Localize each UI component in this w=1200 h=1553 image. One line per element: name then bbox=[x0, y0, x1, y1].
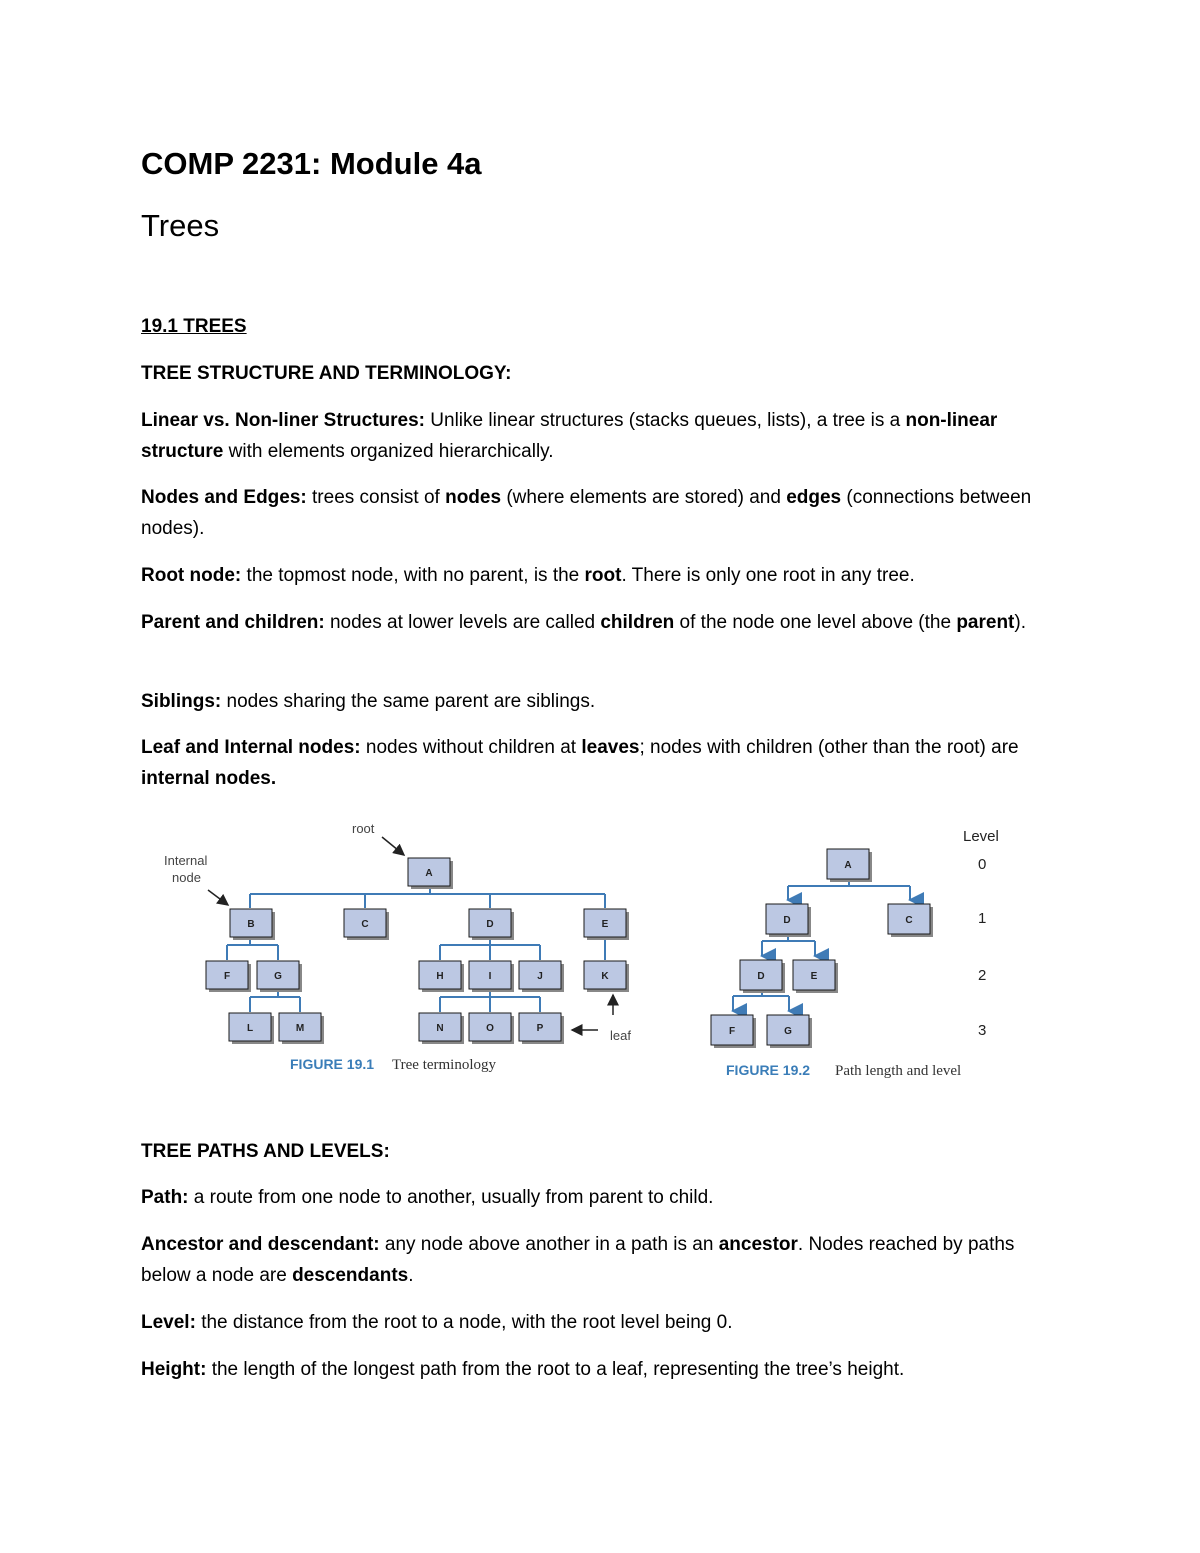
level-node-c bbox=[888, 904, 933, 937]
level-node-d2 bbox=[740, 960, 785, 993]
tree-node-p bbox=[519, 1013, 564, 1044]
term-label: Parent and children: bbox=[141, 612, 325, 633]
level-node-d1 bbox=[766, 904, 811, 937]
tree-node-o bbox=[469, 1013, 514, 1044]
svg-text:D: D bbox=[486, 919, 494, 930]
level-node-a bbox=[827, 849, 872, 882]
svg-text:O: O bbox=[486, 1023, 494, 1034]
svg-text:G: G bbox=[274, 971, 282, 982]
svg-text:C: C bbox=[905, 915, 913, 926]
tree-node-c bbox=[344, 909, 389, 940]
page-subtitle: Trees bbox=[141, 208, 220, 243]
para-ancestor-descendant: Ancestor and descendant: any node above another in a path is an ancestor. Nodes reached by paths below a node are descendants. bbox=[141, 1234, 1015, 1286]
tree-node-k bbox=[584, 961, 629, 992]
root-label: root bbox=[352, 821, 375, 836]
svg-text:D: D bbox=[757, 971, 765, 982]
term-label: Ancestor and descendant: bbox=[141, 1234, 380, 1255]
svg-text:L: L bbox=[246, 1023, 254, 1034]
svg-text:H: H bbox=[436, 971, 444, 982]
bold-keyword: nodes bbox=[445, 487, 502, 508]
term-label: Height: bbox=[141, 1359, 207, 1380]
figure-19-1 bbox=[150, 815, 670, 1085]
tree-node-f bbox=[206, 961, 251, 992]
level-node-g bbox=[767, 1015, 812, 1048]
tree-node-h bbox=[419, 961, 464, 992]
svg-text:K: K bbox=[601, 971, 609, 982]
bold-keyword: children bbox=[600, 612, 675, 633]
level-heading: Level bbox=[963, 828, 999, 845]
term-label: Leaf and Internal nodes: bbox=[141, 737, 361, 758]
tree-node-b bbox=[230, 909, 275, 940]
level-0: 0 bbox=[978, 856, 987, 873]
para-parent-children: Parent and children: nodes at lower levels are called children of the node one level above (the parent). bbox=[141, 612, 1026, 633]
svg-text:N: N bbox=[436, 1023, 444, 1034]
svg-text:F: F bbox=[223, 971, 231, 982]
term-label: Root node: bbox=[141, 565, 242, 586]
para-nodes-edges: Nodes and Edges: trees consist of nodes (where elements are stored) and edges (connections between nodes). bbox=[141, 487, 1032, 539]
internal-node-label-line2: node bbox=[172, 870, 201, 885]
bold-keyword: descendants bbox=[292, 1265, 409, 1286]
tree-node-g bbox=[257, 961, 302, 992]
para-leaf-internal: Leaf and Internal nodes: nodes without children at leaves; nodes with children (other than the root) are internal nodes. bbox=[141, 737, 1019, 789]
para-linear: Linear vs. Non-liner Structures: Unlike linear structures (stacks queues, lists), a tree is a non-linear structure with elements organized hierarchically. bbox=[141, 410, 998, 462]
tree-node-i bbox=[469, 961, 514, 992]
tree-node-m bbox=[279, 1013, 324, 1044]
tree-node-l bbox=[229, 1013, 274, 1044]
figure-19-2 bbox=[700, 820, 1020, 1090]
subheading-terminology: TREE STRUCTURE AND TERMINOLOGY: bbox=[141, 363, 512, 384]
figure-1-caption-text: Tree terminology bbox=[392, 1057, 497, 1073]
bold-keyword: edges bbox=[786, 487, 842, 508]
tree-node-a bbox=[408, 858, 453, 889]
svg-text:G: G bbox=[784, 1026, 792, 1037]
term-label: Path: bbox=[141, 1187, 189, 1208]
tree-node-j bbox=[519, 961, 564, 992]
para-path: Path: a route from one node to another, usually from parent to child. bbox=[141, 1187, 714, 1208]
svg-text:P: P bbox=[536, 1023, 544, 1034]
level-node-e bbox=[793, 960, 838, 993]
tree-node-n bbox=[419, 1013, 464, 1044]
para-root: Root node: the topmost node, with no parent, is the root. There is only one root in any tree. bbox=[141, 565, 915, 586]
level-1: 1 bbox=[978, 910, 987, 927]
figure-2-caption-number: FIGURE 19.2 bbox=[726, 1062, 811, 1078]
figure-2-caption-text: Path length and level bbox=[835, 1063, 962, 1079]
svg-text:E: E bbox=[601, 919, 609, 930]
svg-text:E: E bbox=[810, 971, 818, 982]
tree-node-e bbox=[584, 909, 629, 940]
level-node-f bbox=[711, 1015, 756, 1048]
svg-text:I: I bbox=[488, 971, 492, 982]
para-siblings: Siblings: nodes sharing the same parent are siblings. bbox=[141, 691, 596, 712]
bold-keyword: parent bbox=[956, 612, 1015, 633]
course-title: COMP 2231: Module 4a bbox=[141, 146, 482, 181]
level-3: 3 bbox=[978, 1022, 987, 1039]
tree-node-d bbox=[469, 909, 514, 940]
level-2: 2 bbox=[978, 967, 987, 984]
term-label: Linear vs. Non-liner Structures: bbox=[141, 410, 426, 431]
figure-1-caption-number: FIGURE 19.1 bbox=[290, 1056, 375, 1072]
svg-text:C: C bbox=[361, 919, 369, 930]
svg-text:D: D bbox=[783, 915, 791, 926]
svg-text:B: B bbox=[247, 919, 255, 930]
bold-keyword: root bbox=[584, 565, 622, 586]
para-height: Height: the length of the longest path from the root to a leaf, representing the tree’s height. bbox=[141, 1359, 905, 1380]
term-label: Siblings: bbox=[141, 691, 222, 712]
term-label: Nodes and Edges: bbox=[141, 487, 307, 508]
svg-text:A: A bbox=[844, 860, 852, 871]
bold-keyword: ancestor bbox=[718, 1234, 798, 1255]
svg-text:F: F bbox=[728, 1026, 736, 1037]
internal-node-label-line1: Internal bbox=[164, 853, 208, 868]
svg-text:J: J bbox=[537, 971, 543, 982]
svg-text:A: A bbox=[425, 868, 433, 879]
term-label: Level: bbox=[141, 1312, 196, 1333]
svg-text:M: M bbox=[295, 1023, 305, 1034]
para-level: Level: the distance from the root to a node, with the root level being 0. bbox=[141, 1312, 733, 1333]
leaf-label: leaf bbox=[610, 1028, 631, 1043]
bold-keyword: internal nodes. bbox=[141, 768, 277, 789]
subheading-paths-levels: TREE PATHS AND LEVELS: bbox=[141, 1141, 390, 1162]
bold-keyword: leaves bbox=[581, 737, 640, 758]
section-heading: 19.1 TREES bbox=[141, 316, 247, 337]
bold-keyword: non-linear structure bbox=[141, 410, 998, 462]
